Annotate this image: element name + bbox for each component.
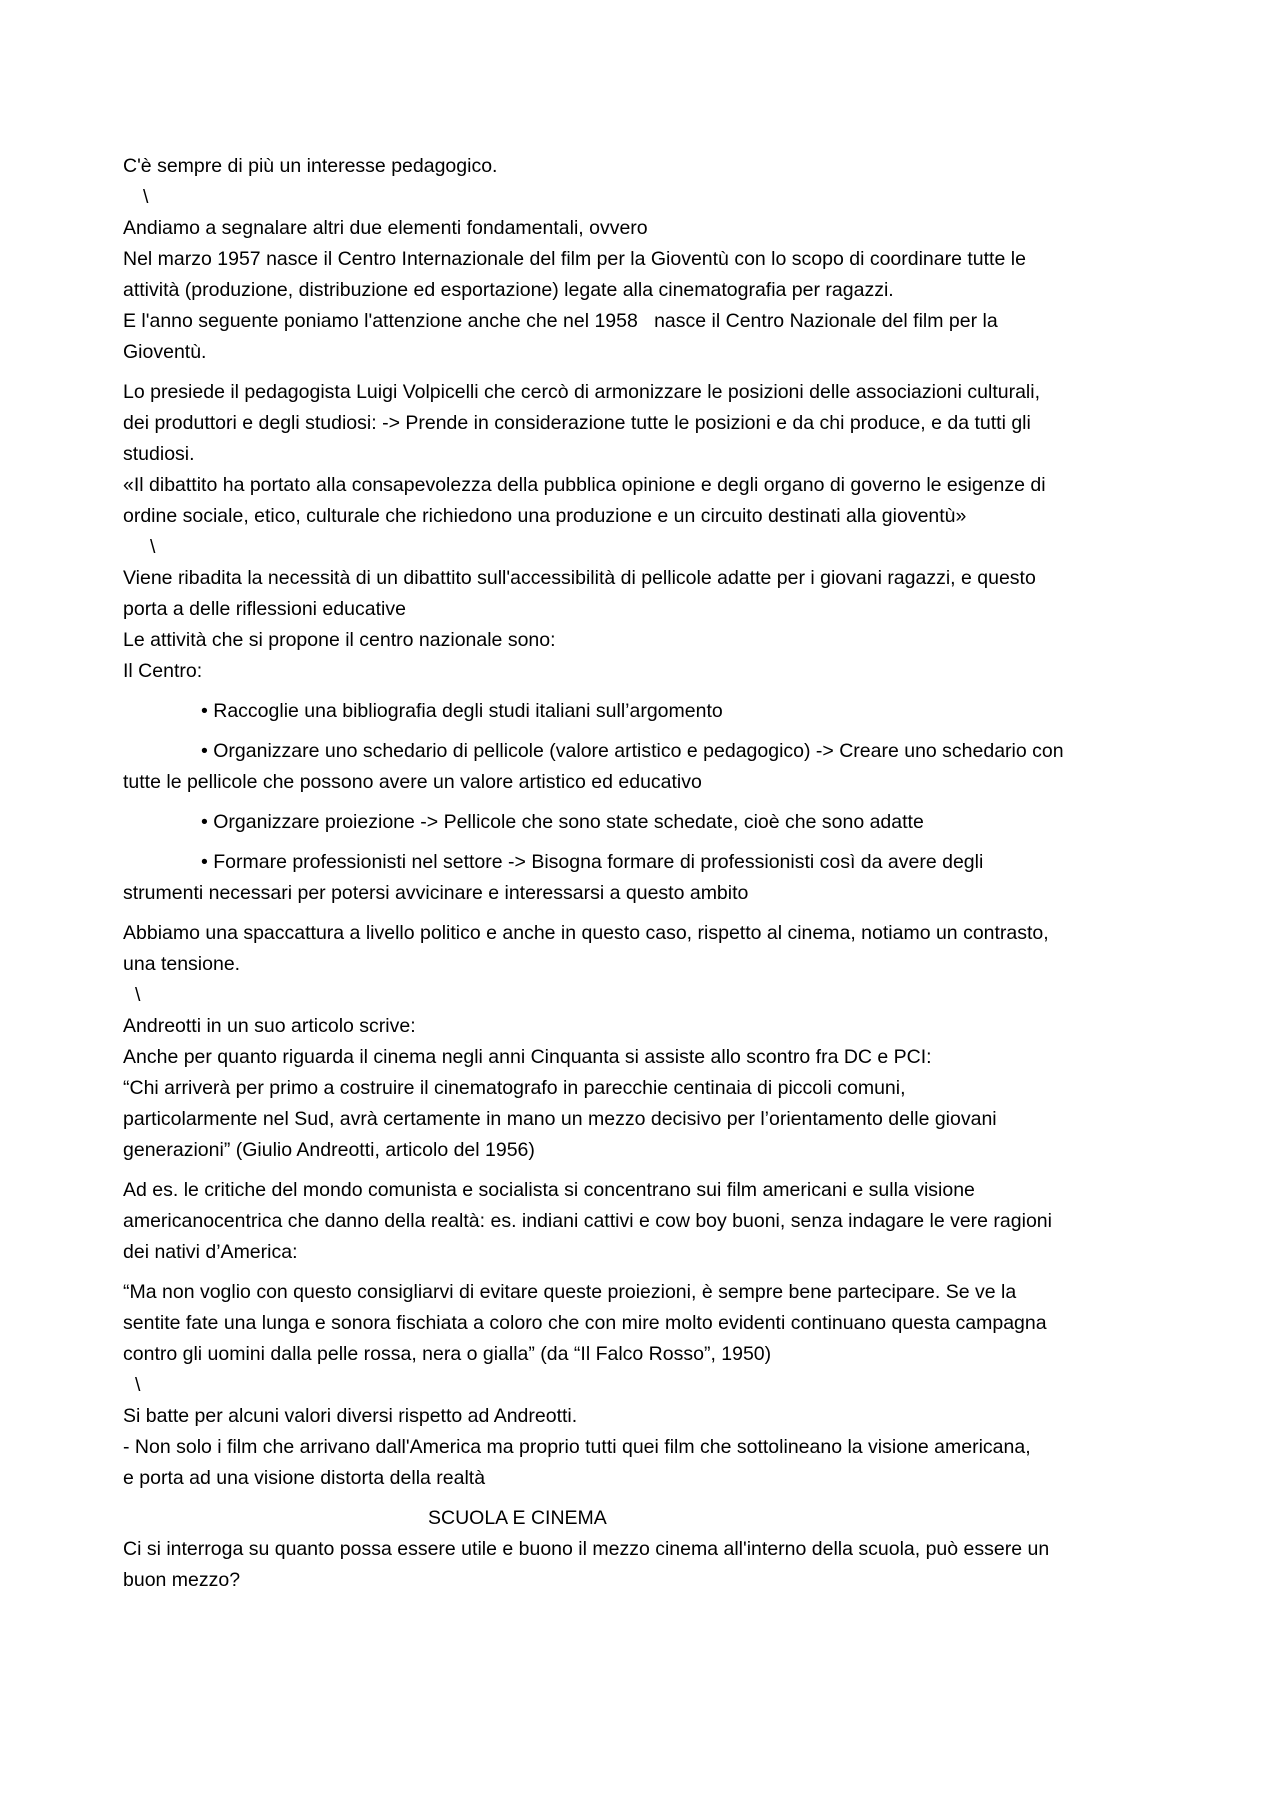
quote-line: ordine sociale, etico, culturale che richiedono una produzione e un circuito destinati alla gioventù»: [123, 505, 967, 527]
quote-line: generazioni” (Giulio Andreotti, articolo del 1956): [123, 1139, 535, 1161]
paragraph-line: e porta ad una visione distorta della realtà: [123, 1467, 486, 1489]
quote-line: contro gli uomini dalla pelle rossa, nera o gialla” (da “Il Falco Rosso”, 1950): [123, 1343, 772, 1365]
paragraph-line: Gioventù.: [123, 341, 207, 363]
paragraph-line: Le attività che si propone il centro nazionale sono:: [123, 629, 556, 651]
paragraph-line: E l'anno seguente poniamo l'attenzione anche che nel 1958 nasce il Centro Nazionale del film per la: [123, 310, 998, 332]
arrow-marker: \: [135, 1374, 141, 1396]
paragraph-line: Ci si interroga su quanto possa essere utile e buono il mezzo cinema all'interno della scuola, può essere un: [123, 1538, 1050, 1560]
section-heading: SCUOLA E CINEMA: [428, 1507, 607, 1529]
document-body: [123, 151, 1183, 1596]
quote-line: “Ma non voglio con questo consigliarvi di evitare queste proiezioni, è sempre bene partecipare. Se ve la: [123, 1281, 1017, 1303]
paragraph-line: Abbiamo una spaccattura a livello politico e anche in questo caso, rispetto al cinema, notiamo un contrasto,: [123, 922, 1049, 944]
paragraph-line: buon mezzo?: [123, 1569, 241, 1591]
paragraph-line: Anche per quanto riguarda il cinema negli anni Cinquanta si assiste allo scontro fra DC e PCI:: [123, 1046, 932, 1068]
paragraph-line: dei produttori e degli studiosi: -> Prende in considerazione tutte le posizioni e da chi produce, e da tutti gli: [123, 412, 1031, 434]
paragraph-line: Andreotti in un suo articolo scrive:: [123, 1015, 416, 1037]
paragraph-line: attività (produzione, distribuzione ed esportazione) legate alla cinematografia per ragazzi.: [123, 279, 894, 301]
arrow-marker: \: [150, 536, 156, 558]
paragraph-line: Lo presiede il pedagogista Luigi Volpicelli che cercò di armonizzare le posizioni delle associazioni culturali,: [123, 381, 1041, 403]
paragraph-line: una tensione.: [123, 953, 241, 975]
paragraph-line: - Non solo i film che arrivano dall'America ma proprio tutti quei film che sottolineano la visione americana,: [123, 1436, 1031, 1458]
paragraph-line: Si batte per alcuni valori diversi rispetto ad Andreotti.: [123, 1405, 578, 1427]
bullet-item: • Organizzare proiezione -> Pellicole che sono state schedate, cioè che sono adatte: [201, 811, 924, 833]
bullet-item: • Raccoglie una bibliografia degli studi italiani sull’argomento: [201, 700, 723, 722]
bullet-item: • Organizzare uno schedario di pellicole (valore artistico e pedagogico) -> Creare uno schedario con: [201, 740, 1064, 762]
quote-line: sentite fate una lunga e sonora fischiata a coloro che con mire molto evidenti continuano questa campagna: [123, 1312, 1047, 1334]
paragraph-line: americanocentrica che danno della realtà: es. indiani cattivi e cow boy buoni, senza indagare le vere ragioni: [123, 1210, 1052, 1232]
paragraph-line: porta a delle riflessioni educative: [123, 598, 406, 620]
paragraph-line: studiosi.: [123, 443, 195, 465]
paragraph-line: Nel marzo 1957 nasce il Centro Internazionale del film per la Gioventù con lo scopo di coordinare tutte le: [123, 248, 1026, 270]
quote-line: “Chi arriverà per primo a costruire il cinematografo in parecchie centinaia di piccoli comuni,: [123, 1077, 906, 1099]
bullet-item: • Formare professionisti nel settore -> Bisogna formare di professionisti così da avere degli: [201, 851, 984, 873]
paragraph-line: Andiamo a segnalare altri due elementi fondamentali, ovvero: [123, 217, 648, 239]
arrow-marker: \: [135, 984, 141, 1006]
paragraph-line: C'è sempre di più un interesse pedagogico.: [123, 155, 498, 177]
bullet-item-continuation: strumenti necessari per potersi avvicinare e interessarsi a questo ambito: [123, 882, 749, 904]
quote-line: particolarmente nel Sud, avrà certamente in mano un mezzo decisivo per l’orientamento delle giovani: [123, 1108, 997, 1130]
quote-line: «Il dibattito ha portato alla consapevolezza della pubblica opinione e degli organo di governo le esigenze di: [123, 474, 1046, 496]
arrow-marker: \: [143, 186, 149, 208]
paragraph-line: dei nativi d’America:: [123, 1241, 298, 1263]
paragraph-line: Viene ribadita la necessità di un dibattito sull'accessibilità di pellicole adatte per i giovani ragazzi, e questo: [123, 567, 1036, 589]
bullet-item-continuation: tutte le pellicole che possono avere un valore artistico ed educativo: [123, 771, 702, 793]
paragraph-line: Il Centro:: [123, 660, 203, 682]
paragraph-line: Ad es. le critiche del mondo comunista e socialista si concentrano sui film americani e sulla visione: [123, 1179, 975, 1201]
